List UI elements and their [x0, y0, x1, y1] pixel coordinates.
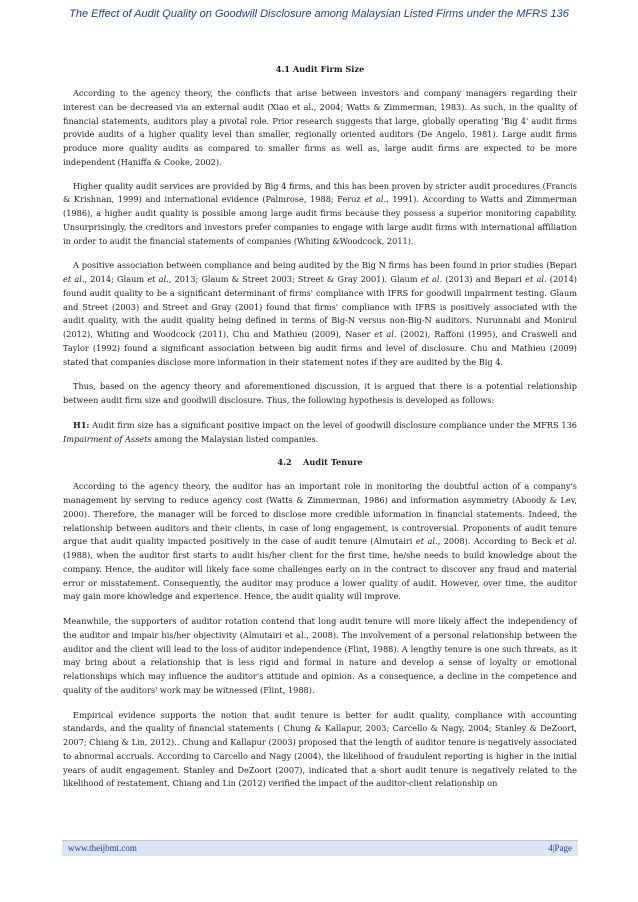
p5-italic-d: et al. [555, 536, 577, 547]
running-head: The Effect of Audit Quality on Goodwill Disclosure among Malaysian Listed Firms under the MFRS 136 [69, 8, 569, 20]
paragraph-1: According to the agency theory, the conflicts that arise between investors and company managers regarding their interest can be decreased via an external audit (Xiao et al., 2004; Watts & Zimmerman, 1983). As such, in the quality of financial statements, auditors play a pivotal role. Prior research suggests that large, globally operating 'Big 4' audit firms provide audits of a higher quality level than smaller, regionally oriented auditors (De Angelo, 1981). Large audit firms produce more quality audits as compared to smaller firms as well as, large audit firms are expected to be more independent (Haniffa & Cooke, 2002). [63, 88, 577, 167]
page-footer [62, 840, 578, 856]
p2-italic-b: et al. [364, 194, 387, 205]
section-title: Audit Tenure [303, 457, 363, 468]
body-text [63, 64, 577, 802]
h1-text-a: Audit firm size has a significant positive impact on the level of goodwill disclosure compliance under the MFRS 136 [89, 419, 577, 430]
h1-text-c: among the Malaysian listed companies. [151, 433, 319, 444]
paragraph-7: Empirical evidence supports the notion that audit tenure is better for audit quality, compliance with accounting standards, and the quality of financial statements ( Chung & Kallapur, 2003; Carcello & Nagy, 2004; Stanley & DeZoort, 2007; Chiang & Lin, 2012).. Chung and Kallapur (2003) proposed that the length of auditor tenure is negatively associated to abnormal accruals. According to Carcello and Nagy (2004), the likelihood of fraudulent reporting is higher in the initial years of audit engagement. Stanley and DeZoort (2007), indicated that a short audit tenure is negatively related to the likelihood of restatement. Chiang and Lin (2012) verified the impact of the auditor-client relationship on [63, 709, 577, 789]
h1-italic-b: Impairment of Assets [63, 433, 152, 444]
p3-italic-j: et al [374, 329, 394, 339]
p2-text-c: , 1991). According to Watts and Zimmerman (1986), a higher audit quality is possible among large audit firms because they possess a superior monitoring capability. Unsurprisingly, the creditors and investors prefer companies to engage with large audit firms with international affiliation in order to audit the financial statements of companies (Whiting &Woodcock, 2011). [63, 194, 577, 246]
p3-text-a: A positive association between compliance and being audited by the Big N firms has been found in prior studies (Bepari [73, 260, 577, 271]
hypothesis-label: H1: [73, 419, 90, 430]
p5-italic-b: et al [415, 536, 436, 547]
paragraph-3 [63, 259, 577, 369]
p3-italic-d: et al [147, 274, 167, 284]
p3-text-k: . (2002), Raffoni (1995), and Craswell and Taylor (1992) found a significant association between big audit firms and level of disclosure. Chu and Mathieu (2009) stated that companies disclose more information in their statement notes if they are audited by the Big 4. [63, 329, 577, 367]
p2-text-a: Higher quality audit services are provided by Big 4 firms, and this has been proven by stricter audit procedures (Francis & Krishnan, 1999) and international evidence (Palmrose, 1988; Feroz [63, 180, 577, 205]
paragraph-4: Thus, based on the agency theory and aforementioned discussion, it is argued that there is a potential relationship between audit firm size and goodwill disclosure. Thus, the following hypothesis is developed as follows: [63, 381, 577, 405]
p5-text-e: (1988), when the auditor first starts to audit his/her client for the first time, he/she needs to build knowledge about the company. Hence, the auditor will likely face some challenges early on in the contract to discover any fraud and material error or misstatement. Consequently, the auditor may produce a lower quality of audit. However, over time, the auditor may gain more knowledge and experience. Hence, the audit quality will improve. [63, 550, 577, 602]
p3-text-c: ., 2014; Glaum [81, 274, 148, 284]
p5-text-a: According to the agency theory, the auditor has an important role in monitoring the doubtful action of a company's management by serving to reduce agency cost (Watts & Zimmerman, 1986) and information asymmetry (Aboody & Lev, 2000). Therefore, the manager will be forced to disclose more credible information in financial statements. Indeed, the relationship between auditors and their clients, in case of long engagement, is controversial. Proponents of audit tenure argue that audit quality impacted positively in the case of audit tenure (Almutairi [63, 481, 577, 547]
paragraph-2 [63, 180, 577, 249]
section-heading-audit-firm-size: 4.1 Audit Firm Size [275, 64, 365, 74]
p5-text-c: ., 2008). According to Beck [435, 536, 556, 547]
section-number: 4.2 [277, 457, 292, 468]
paragraph-5 [63, 480, 577, 604]
p3-text-e: ., 2013; Glaum & Street 2003; Street & Gray 2001). Glaum [166, 274, 421, 284]
p3-italic-f: et al [420, 274, 440, 284]
page-number: 4|Page [548, 843, 572, 853]
footer-url[interactable]: www.theijbmt.com [68, 843, 137, 853]
p3-text-i: . (2014) found audit quality to be a significant determinant of firms' compliance with IFRS for goodwill impairment testing. Glaum and Street (2003) and Street and Gray (2001) found that firms' compliance with IFRS is positively associated with the audit quality, with the audit quality being defined in terms of Big-N versus non-Big-N auditors. Nurunnabi and Monirul (2012), Whiting and Woodcock (2011), Chu and Mathieu (2009), Naser [63, 274, 577, 339]
section-heading-audit-tenure [63, 457, 577, 468]
p3-italic-b: et al [63, 274, 82, 284]
p3-text-g: . (2013) and Bepari [439, 274, 526, 284]
paragraph-6: Meanwhile, the supporters of auditor rotation contend that long audit tenure will more likely affect the independency of the auditor and impair his/her objectivity (Almutairi et al., 2008). The involvement of a personal relationship between the auditor and the client will lead to the loss of auditor independence (Flint, 1988). A lengthy tenure is one such threats, as it may bring about a relationship that is less rigid and formal in nature and develop a sense of loyalty or emotional relationships which may influence the auditor's attitude and opinion. As a consequence, a decline in the competence and quality of the auditors' work may be witnessed (Flint, 1988). [63, 616, 577, 695]
p3-italic-h: et al [525, 274, 544, 284]
hypothesis-h1 [63, 419, 577, 447]
